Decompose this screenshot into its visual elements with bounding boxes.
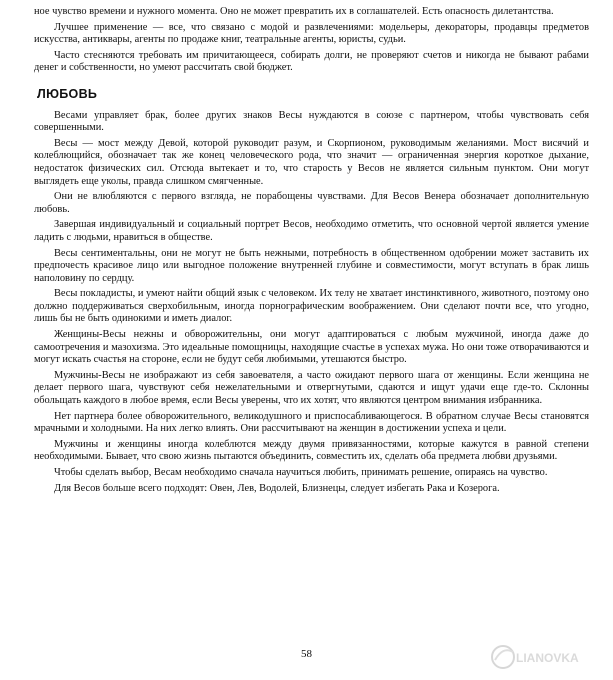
love-paragraph-9: Нет партнера более обворожительного, великодушного и приспосабливающегося. В обратном случае Весы становятся мрачными и холодными. На них легко влиять. Они рассчитывают на женщин в достижении успеха и цели. <box>34 410 589 435</box>
love-paragraph-6: Весы покладисты, и умеют найти общий язык с человеком. Их телу не хватает инстинктивного, животного, поэтому оно должно поддерживаться сверхобильным, иногда порнографическим воображением. Они сделают почти все, что угодно, лишь бы не быть одинокими и иметь диалог. <box>34 288 589 325</box>
love-paragraph-10: Мужчины и женщины иногда колеблются между двумя привязанностями, которые кажутся в равной степени необходимыми. Бывает, что свою жизнь пытаются объединить, совместить их, сделать оба предмета любви друзьями. <box>34 438 589 463</box>
page-number: 58 <box>301 648 312 660</box>
section-title: ЛЮБОВЬ <box>37 86 98 101</box>
love-paragraph-12: Для Весов больше всего подходят: Овен, Лев, Водолей, Близнецы, следует избегать Рака и Козерога. <box>54 482 500 494</box>
love-paragraph-11: Чтобы сделать выбор, Весам необходимо сначала научиться любить, принимать решение, опираясь на чувство. <box>54 467 548 478</box>
intro-paragraph-2: Лучшее применение — все, что связано с модой и развлечениями: модельеры, декораторы, продавцы предметов искусства, антиквары, агенты по продаже книг, театральные агенты, юристы, судьи. <box>34 21 589 46</box>
love-paragraph-1: Весами управляет брак, более других знаков Весы нуждаются в союзе с партнером, чтобы чувствовать себя совершенными. <box>34 109 589 134</box>
love-paragraph-8: Мужчины-Весы не изображают из себя завоевателя, а часто ожидают первого шага от женщины. Если женщина не делает первого шага, чувствуют себя нежелательными и отвергнутыми, сдаются и ищут удачи еще где-то. Склонны обольщать каждого в любое время, если Весы уверены, что их хотят, что являются центром внимания избранника. <box>34 369 589 407</box>
book-page <box>34 6 589 498</box>
watermark-text: LIANOVKA <box>516 651 579 665</box>
love-paragraph-7: Женщины-Весы нежны и обворожительны, они могут адаптироваться с любым мужчиной, иногда даже до самоотречения и мазохизма. Это идеальные помощницы, находящие счастье в успехах мужа. Но они тоже отворачиваются и могут искать счастья на стороне, если не будут себя любимыми, утешаются быстро. <box>34 329 589 366</box>
intro-paragraph-3: Часто стесняются требовать им причитающееся, собирать долги, не проверяют счетов и никогда не бывают рабами денег и собственности, но умеют рассчитать свой бюджет. <box>34 49 589 74</box>
love-paragraph-5: Весы сентиментальны, они не могут не быть нежными, потребность в общественном одобрении может заставить их предпочесть красивое лицо или выгодное положение внутренней глубине и совместимости, могут вступать в брак лишь наполовину по сердцу. <box>34 247 589 284</box>
intro-paragraph-1: ное чувство времени и нужного момента. Оно не может превратить их в соглашателей. Есть опасность дилетантства. <box>34 6 554 17</box>
love-paragraph-2: Весы — мост между Девой, которой руководит разум, и Скорпионом, руководимым желаниями. Мост висячий и колеблющийся, обозначает так же конец человеческого рода, что значит — ограниченная энергия короткое дыхание, недостаток физических сил. Отсюда вытекает и то, что старость у Весов не является сильным пунктом. Они могут выглядеть еще уколы, правда слишком смягченные. <box>34 137 589 187</box>
love-paragraph-3: Они не влюбляются с первого взгляда, не порабощены чувствами. Для Весов Венера обозначает дополнительную любовь. <box>34 191 589 215</box>
watermark-logo <box>489 640 599 674</box>
watermark-swoosh-icon <box>492 646 514 668</box>
love-paragraph-4: Завершая индивидуальный и социальный портрет Весов, необходимо отметить, что основной чертой является умение ладить с людьми, нравиться в обществе. <box>34 219 589 243</box>
